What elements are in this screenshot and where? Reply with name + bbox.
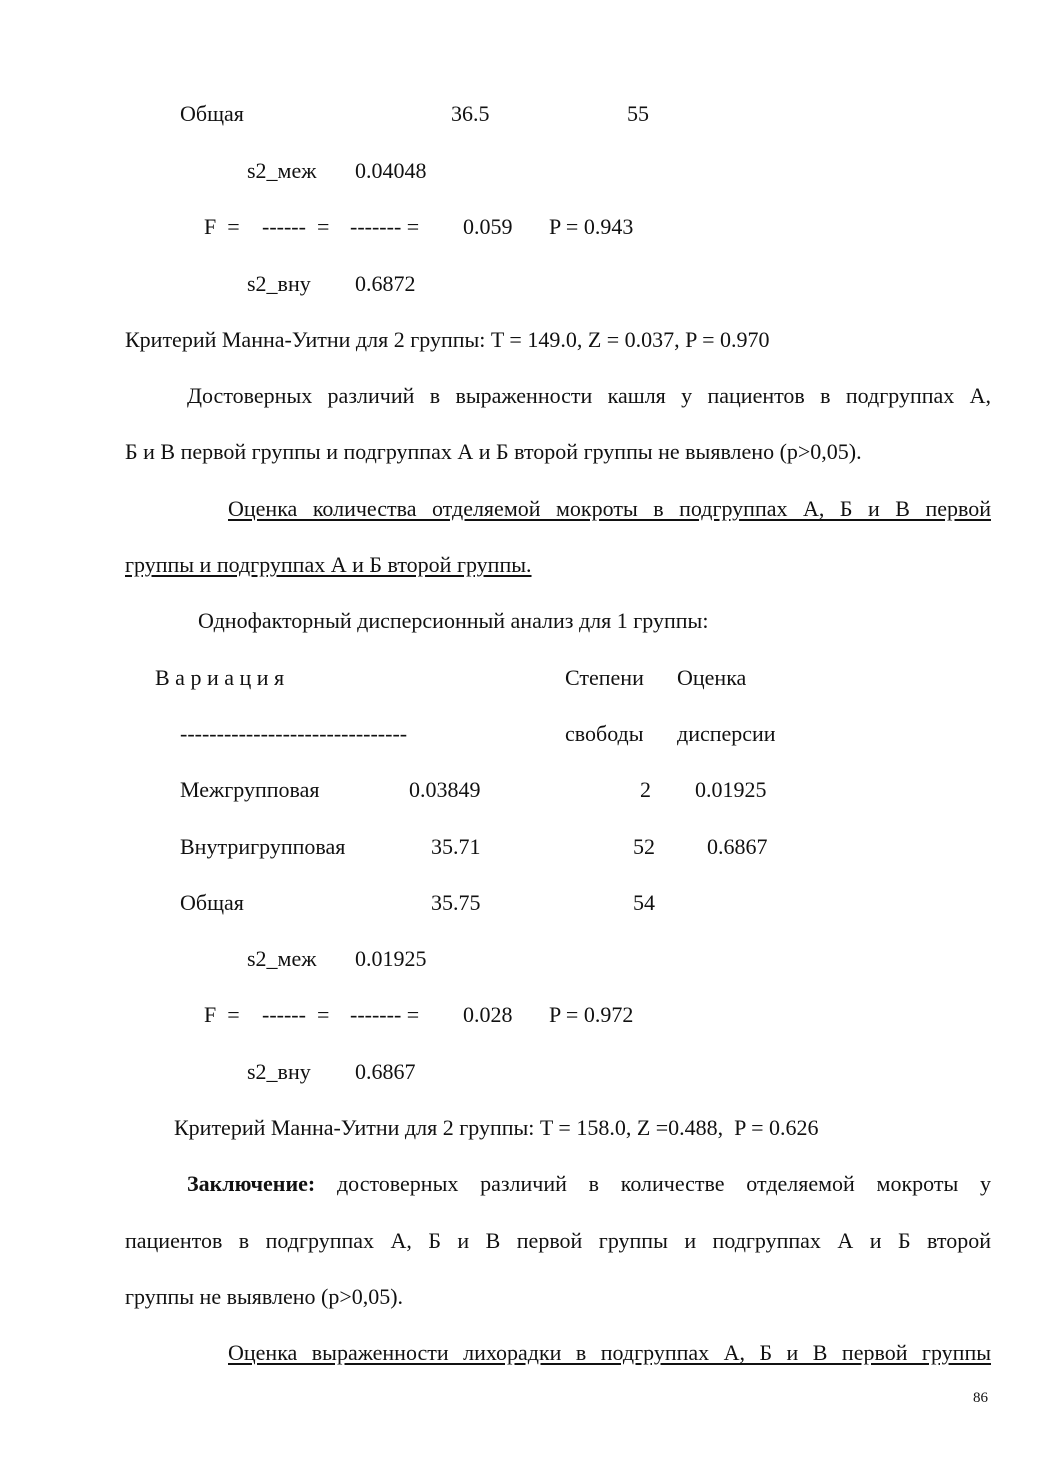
s2-vnu-value: 0.6872 — [355, 271, 416, 296]
table-row-label: Общая — [180, 890, 244, 915]
s2-mezh-value: 0.01925 — [355, 946, 427, 971]
conclusion-sputum-line-3: группы не выявлено (p>0,05). — [125, 1284, 404, 1309]
table-row-df: 52 — [633, 834, 655, 859]
table-row-ss: 0.03849 — [409, 777, 481, 802]
s2-vnu-value: 0.6867 — [355, 1059, 416, 1084]
conclusion-sputum-line-1 — [187, 1173, 991, 1195]
p-value: P = 0.943 — [549, 214, 634, 239]
f-formula-dashes-1: ------ = — [262, 1002, 330, 1027]
s2-vnu-label: s2_вну — [247, 1059, 311, 1084]
table-header-separator: ------------------------------- — [180, 721, 408, 746]
sputum-heading-line-1: Оценка количества отделяемой мокроты в подгруппах А, Б и В первой — [228, 496, 991, 521]
total-row-ss: 36.5 — [451, 101, 490, 126]
total-row-df: 55 — [627, 101, 649, 126]
table-row-label: Внутригрупповая — [180, 834, 346, 859]
mann-whitney-result-1: Критерий Манна-Уитни для 2 группы: T = 149.0, Z = 0.037, P = 0.970 — [125, 327, 770, 352]
f-formula-start: F = — [204, 214, 240, 239]
table-row-ss: 35.71 — [431, 834, 481, 859]
conclusion-cough-line-1: Достоверных различий в выраженности кашля у пациентов в подгруппах А, — [187, 383, 991, 408]
conclusion-sputum-line-1-text: достоверных различий в количестве отделяемой мокроты у — [336, 1171, 991, 1196]
f-value: 0.059 — [463, 214, 513, 239]
fever-heading: Оценка выраженности лихорадки в подгруппах А, Б и В первой группы — [228, 1340, 991, 1365]
table-row-ss: 35.75 — [431, 890, 481, 915]
table-row-label: Межгрупповая — [180, 777, 320, 802]
table-row-df: 2 — [640, 777, 651, 802]
table-header-degrees: Степени — [565, 665, 644, 690]
conclusion-sputum-line-2: пациентов в подгруппах А, Б и В первой группы и подгруппах А и Б второй — [125, 1228, 991, 1253]
s2-mezh-label: s2_меж — [247, 158, 317, 183]
s2-mezh-value: 0.04048 — [355, 158, 427, 183]
table-header-variation: В а р и а ц и я — [155, 665, 285, 690]
f-formula-dashes-1: ------ = — [262, 214, 330, 239]
table-header-degrees-2: свободы — [565, 721, 644, 746]
p-value: P = 0.972 — [549, 1002, 634, 1027]
mann-whitney-result-2: Критерий Манна-Уитни для 2 группы: T = 158.0, Z =0.488, P = 0.626 — [174, 1115, 819, 1140]
total-row-label: Общая — [180, 101, 244, 126]
conclusion-cough-line-2: Б и В первой группы и подгруппах А и Б второй группы не выявлено (p>0,05). — [125, 439, 862, 464]
table-header-estimate-2: дисперсии — [677, 721, 776, 746]
table-header-estimate: Оценка — [677, 665, 747, 690]
table-row-ms: 0.6867 — [707, 834, 768, 859]
f-formula-start: F = — [204, 1002, 240, 1027]
f-value: 0.028 — [463, 1002, 513, 1027]
conclusion-label: Заключение: — [187, 1171, 316, 1196]
table-row-df: 54 — [633, 890, 655, 915]
page-number: 86 — [973, 1390, 988, 1406]
s2-mezh-label: s2_меж — [247, 946, 317, 971]
sputum-heading-line-2: группы и подгруппах А и Б второй группы. — [125, 552, 532, 577]
anova-title: Однофакторный дисперсионный анализ для 1 группы: — [198, 608, 709, 633]
f-formula-dashes-2: ------- = — [350, 1002, 420, 1027]
table-row-ms: 0.01925 — [695, 777, 767, 802]
s2-vnu-label: s2_вну — [247, 271, 311, 296]
f-formula-dashes-2: ------- = — [350, 214, 420, 239]
